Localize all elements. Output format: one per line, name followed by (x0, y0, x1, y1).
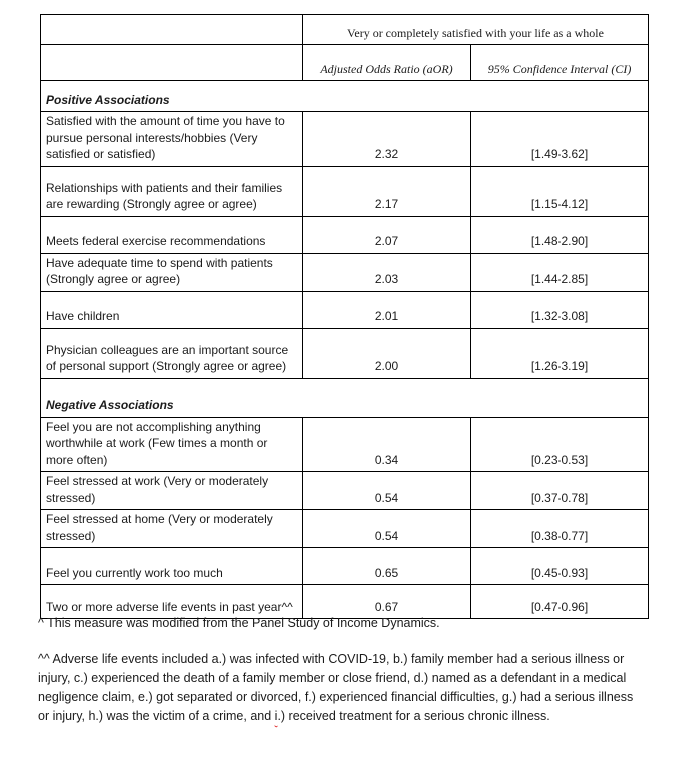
footnote-adverse-events-tail: .) received treatment for a serious chronic illness. (277, 709, 550, 723)
footnote-adverse-events (38, 650, 636, 726)
column-header-ci: 95% Confidence Interval (CI) (471, 45, 649, 81)
ci-value: [1.44-2.85] (471, 253, 649, 291)
row-label: Feel you are not accomplishing anything worthwhile at work (Few times a month or more often) (41, 417, 303, 472)
table-row (41, 166, 649, 216)
ci-value: [0.23-0.53] (471, 417, 649, 472)
ci-value: [1.26-3.19] (471, 328, 649, 378)
aor-value: 0.54 (303, 510, 471, 548)
footnote-panel-study: ^ This measure was modified from the Panel Study of Income Dynamics. (38, 616, 440, 630)
aor-value: 2.03 (303, 253, 471, 291)
table-row (41, 291, 649, 328)
ci-value: [0.47-0.96] (471, 585, 649, 619)
table-row (41, 472, 649, 510)
row-label: Have children (41, 291, 303, 328)
table-row (41, 216, 649, 253)
table-row (41, 510, 649, 548)
aor-value: 2.01 (303, 291, 471, 328)
section-row-negative (41, 378, 649, 417)
row-label: Physician colleagues are an important source of personal support (Strongly agree or agree) (41, 328, 303, 378)
empty-header-cell (41, 15, 303, 45)
section-label-positive: Positive Associations (41, 81, 649, 112)
aor-value: 0.67 (303, 585, 471, 619)
table-row (41, 328, 649, 378)
span-header: Very or completely satisfied with your life as a whole (303, 15, 649, 45)
aor-value: 2.07 (303, 216, 471, 253)
row-label: Relationships with patients and their families are rewarding (Strongly agree or agree) (41, 166, 303, 216)
row-label: Feel you currently work too much (41, 548, 303, 585)
row-label: Have adequate time to spend with patients (Strongly agree or agree) (41, 253, 303, 291)
aor-value: 0.54 (303, 472, 471, 510)
row-label: Satisfied with the amount of time you have to pursue personal interests/hobbies (Very satisfied or satisfied) (41, 112, 303, 167)
ci-value: [1.48-2.90] (471, 216, 649, 253)
table-row (41, 548, 649, 585)
section-row-positive (41, 81, 649, 112)
ci-value: [0.38-0.77] (471, 510, 649, 548)
table-header-row-2 (41, 45, 649, 81)
results-table (40, 14, 649, 619)
row-label: Meets federal exercise recommendations (41, 216, 303, 253)
aor-value: 2.32 (303, 112, 471, 167)
ci-value: [0.45-0.93] (471, 548, 649, 585)
aor-value: 0.65 (303, 548, 471, 585)
ci-value: [1.32-3.08] (471, 291, 649, 328)
ci-value: [1.49-3.62] (471, 112, 649, 167)
row-label: Two or more adverse life events in past year^^ (41, 585, 303, 619)
row-label: Feel stressed at home (Very or moderately stressed) (41, 510, 303, 548)
column-header-aor: Adjusted Odds Ratio (aOR) (303, 45, 471, 81)
table-row (41, 112, 649, 167)
footnote-adverse-events-text: ^^ Adverse life events included a.) was infected with COVID-19, b.) family member had a serious illness or injury, c.) experienced the death of a family member or close friend, d.) named as a defendant in a medical negligence claim, e.) got separated or divorced, f.) experienced financial difficulties, g.) had a serious illness or injury, h.) was the victim of a crime, and (38, 652, 634, 723)
row-label: Feel stressed at work (Very or moderately stressed) (41, 472, 303, 510)
table-row (41, 417, 649, 472)
table-header-row-1 (41, 15, 649, 45)
aor-value: 2.17 (303, 166, 471, 216)
ci-value: [1.15-4.12] (471, 166, 649, 216)
spellcheck-squiggle-word: i (274, 709, 278, 723)
section-label-negative: Negative Associations (41, 378, 649, 417)
ci-value: [0.37-0.78] (471, 472, 649, 510)
empty-header-cell (41, 45, 303, 81)
aor-value: 0.34 (303, 417, 471, 472)
table-row (41, 253, 649, 291)
aor-value: 2.00 (303, 328, 471, 378)
